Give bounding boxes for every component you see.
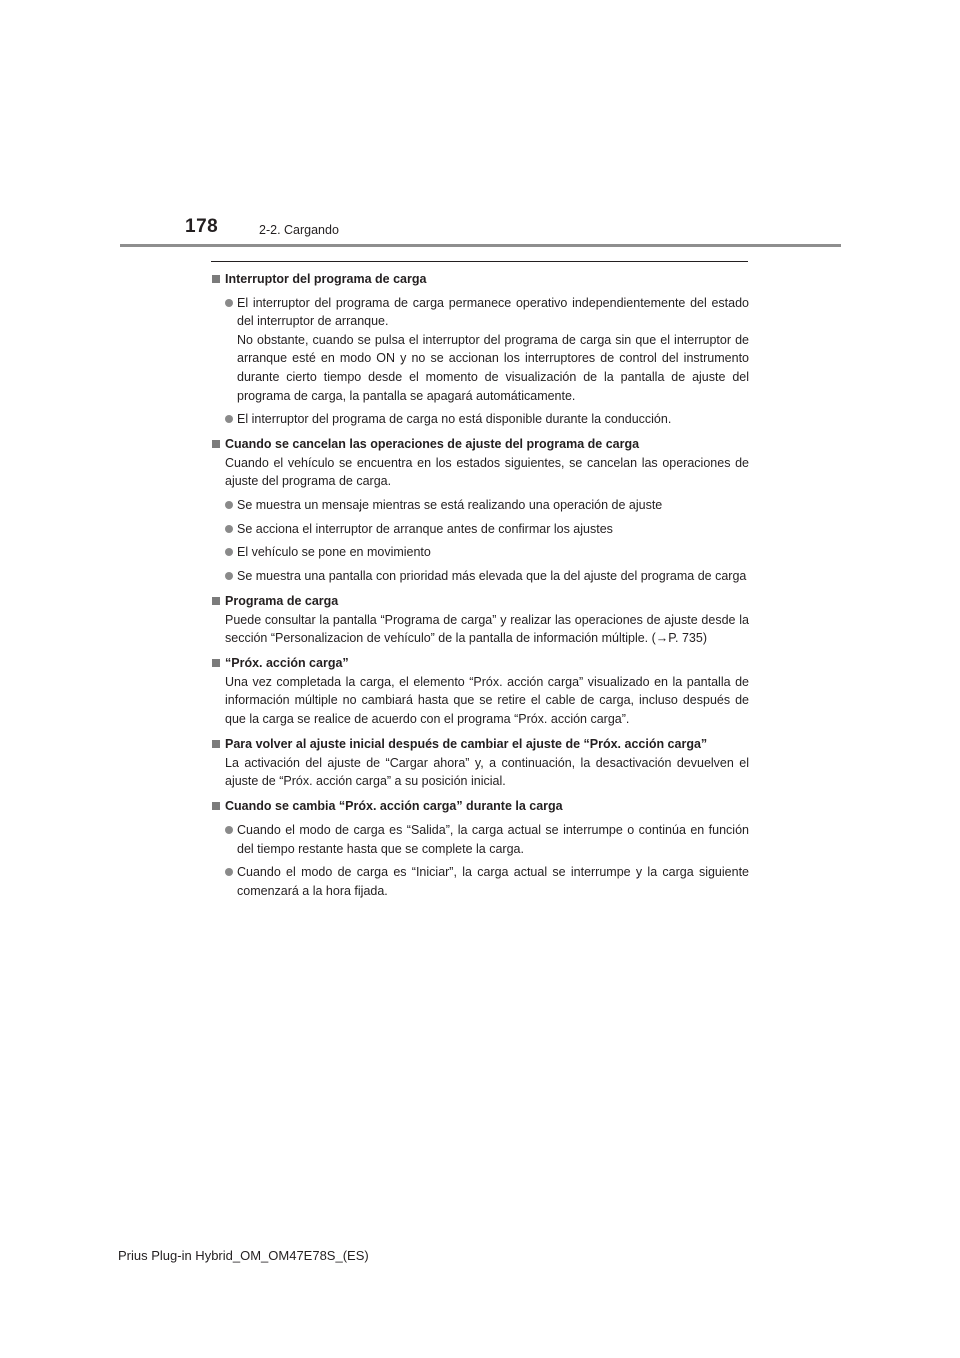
circle-bullet-icon [225, 525, 233, 533]
section-heading [211, 797, 749, 816]
bullet-item [211, 863, 749, 900]
bullet-text: El vehículo se pone en movimiento [237, 545, 431, 560]
bullet-item [211, 294, 749, 406]
bullet-item [211, 567, 749, 586]
section-block [211, 435, 749, 585]
circle-bullet-icon [225, 868, 233, 876]
circle-bullet-icon [225, 299, 233, 307]
circle-bullet-icon [225, 826, 233, 834]
square-bullet-icon [212, 597, 220, 605]
paragraph: Puede consultar la pantalla “Programa de carga” y realizar las operaciones de ajuste desde la sección “Personalizacion de vehículo” de la pantalla de información múltiple. (→P. 735) [225, 612, 749, 646]
section-block [211, 270, 749, 429]
header-rule [120, 244, 841, 247]
square-bullet-icon [212, 740, 220, 748]
section-heading [211, 435, 749, 454]
circle-bullet-icon [225, 501, 233, 509]
section-heading [211, 270, 749, 289]
heading-text: Programa de carga [225, 593, 339, 608]
square-bullet-icon [212, 440, 220, 448]
bullet-text: Se muestra una pantalla con prioridad más elevada que la del ajuste del programa de carga [237, 568, 747, 583]
heading-text: Interruptor del programa de carga [225, 272, 427, 286]
content [211, 270, 749, 907]
heading-text: Para volver al ajuste inicial después de cambiar el ajuste de “Próx. acción carga” [225, 737, 708, 752]
bullet-text: Se acciona el interruptor de arranque antes de confirmar los ajustes [237, 521, 613, 536]
bullet-text: Cuando el modo de carga es “Iniciar”, la carga actual se interrumpe y la carga siguiente comenzará a la hora fijada. [237, 865, 749, 898]
circle-bullet-icon [225, 415, 233, 423]
section-heading [211, 592, 749, 611]
paragraph: Cuando el vehículo se encuentra en los estados siguientes, se cancelan las operaciones de ajuste del programa de carga. [225, 455, 749, 489]
section-block [211, 654, 749, 728]
bullet-item [211, 821, 749, 858]
circle-bullet-icon [225, 548, 233, 556]
bullet-text: No obstante, cuando se pulsa el interruptor del programa de carga sin que el interruptor de arranque esté en modo ON y no se accionan los interruptores de control del instrumento durante cierto tiempo desde el momento de visualización de la pantalla de ajuste del programa de carga, la pantalla se apagará automáticamente. [237, 332, 749, 403]
heading-text: Cuando se cambia “Próx. acción carga” durante la carga [225, 799, 563, 814]
section-block [211, 797, 749, 900]
content-rule [211, 261, 748, 262]
bullet-item [211, 520, 749, 539]
section-heading [211, 654, 749, 673]
section-heading [211, 735, 749, 754]
bullet-item [211, 410, 749, 429]
square-bullet-icon [212, 802, 220, 810]
section-block [211, 592, 749, 648]
bullet-text: Cuando el modo de carga es “Salida”, la carga actual se interrumpe o continúa en función del tiempo restante hasta que se complete la carga. [237, 822, 749, 856]
paragraph: La activación del ajuste de “Cargar ahora” y, a continuación, la desactivación devuelven el ajuste de “Próx. acción carga” a su posición inicial. [225, 755, 749, 789]
square-bullet-icon [212, 659, 220, 667]
heading-text: “Próx. acción carga” [225, 656, 349, 671]
bullet-text: El interruptor del programa de carga no está disponible durante la conducción. [237, 412, 672, 427]
paragraph: Una vez completada la carga, el elemento “Próx. acción carga” visualizado en la pantalla de información múltiple no cambiará hasta que se retire el cable de carga, incluso después de que la carga se realice de acuerdo con el programa “Próx. acción carga”. [225, 674, 749, 726]
page-number: 178 [185, 216, 219, 237]
section-title: 2-2. Cargando [259, 223, 339, 237]
heading-text: Cuando se cancelan las operaciones de ajuste del programa de carga [225, 437, 640, 452]
bullet-text: Se muestra un mensaje mientras se está realizando una operación de ajuste [237, 498, 663, 513]
section-block [211, 735, 749, 791]
square-bullet-icon [212, 275, 220, 283]
bullet-text: El interruptor del programa de carga permanece operativo independientemente del estado del interruptor de arranque. [237, 295, 749, 329]
bullet-item [211, 543, 749, 562]
bullet-item [211, 496, 749, 515]
document-id: Prius Plug-in Hybrid_OM_OM47E78S_(ES) [118, 1248, 369, 1263]
circle-bullet-icon [225, 572, 233, 580]
